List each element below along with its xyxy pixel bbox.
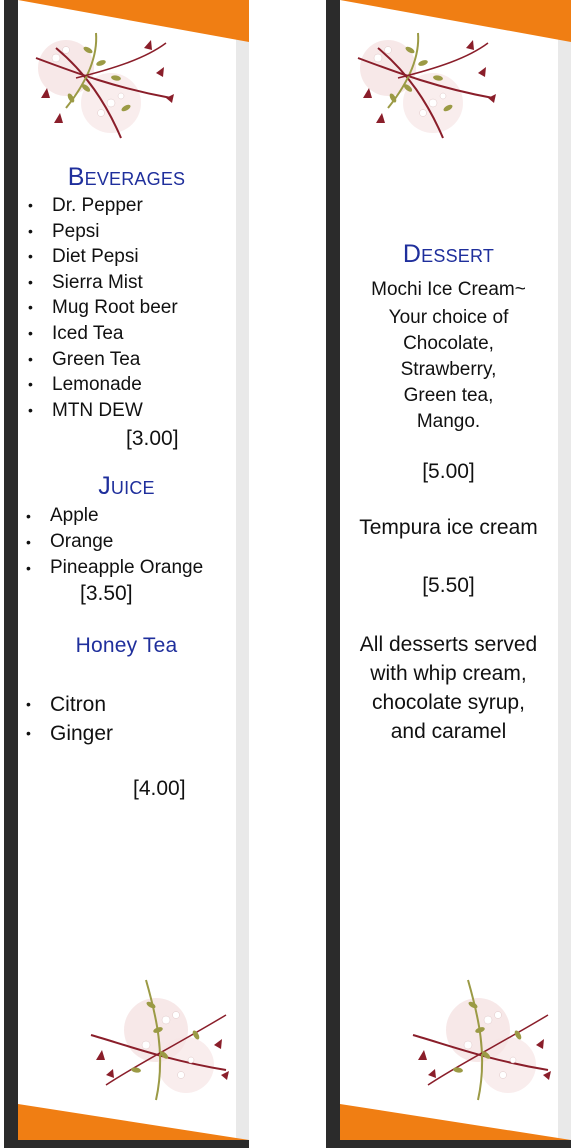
beverage-item: • Iced Tea [26,321,178,347]
beverage-item: • Lemonade [26,372,178,398]
mochi-description-line: Your choice of [388,307,509,328]
dessert-note-line: and caramel [390,720,507,743]
mochi-description-line: Mango. [416,411,481,432]
honey-tea-item: • Citron [24,690,113,719]
mochi-description-line: Chocolate, [403,333,494,354]
juice-item: • Pineapple Orange [24,555,203,581]
juice-heading: Juice [98,472,155,500]
honey-tea-item: • Ginger [24,719,113,748]
tempura-ice-cream-name: Tempura ice cream [359,516,538,539]
beverage-item: • Diet Pepsi [26,244,178,270]
beverage-item: • Dr. Pepper [26,193,178,219]
beverage-item: • Sierra Mist [26,270,178,296]
dessert-note [334,630,563,746]
beverage-item: • MTN DEW [26,398,178,424]
dessert-note-line: with whip cream, [370,662,527,685]
mochi-ice-cream-name: Mochi Ice Cream~ [371,279,526,300]
left-menu-panel [4,0,249,1148]
beverages-heading: Beverages [67,163,186,191]
beverages-price: [3.00] [126,427,179,450]
dessert-heading: Dessert [402,240,495,268]
beverage-item: • Mug Root beer [26,295,178,321]
dessert-note-line: chocolate syrup, [372,691,525,714]
mochi-description-line: Green tea, [403,385,494,406]
right-menu-panel [326,0,571,1148]
honey-tea-heading: Honey Tea [75,634,178,657]
juice-list [24,503,203,581]
dessert-note-line: All desserts served [359,633,538,656]
honey-tea-price: [4.00] [133,777,186,800]
honey-tea-list [24,690,113,748]
tempura-price: [5.50] [422,574,475,597]
beverages-list [26,193,178,423]
mochi-description [336,305,561,435]
mochi-description-line: Strawberry, [400,359,497,380]
juice-item: • Orange [24,529,203,555]
juice-item: • Apple [24,503,203,529]
beverage-item: • Pepsi [26,219,178,245]
beverage-item: • Green Tea [26,347,178,373]
mochi-price: [5.00] [422,460,475,483]
juice-price: [3.50] [80,582,133,605]
